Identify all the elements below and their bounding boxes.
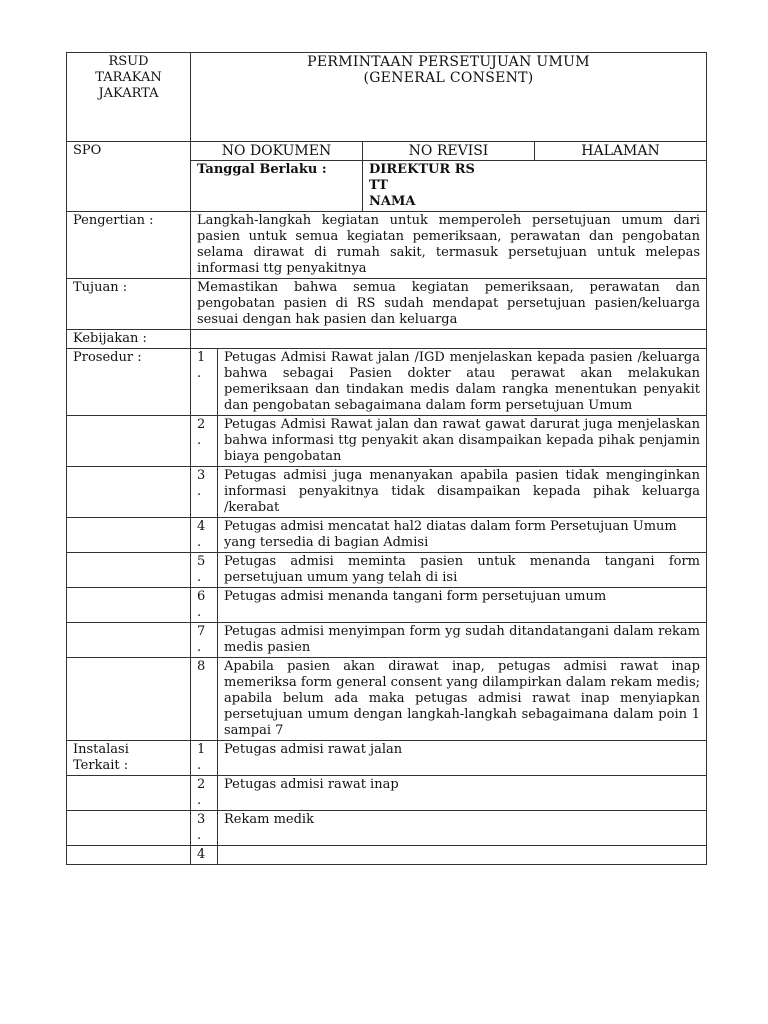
- step-text: Petugas admisi mencatat hal2 diatas dalam form Persetujuan Umum yang tersedia di bagian Admisi: [218, 518, 707, 553]
- org-line-2: TARAKAN: [95, 70, 162, 85]
- no-revisi-label: NO REVISI: [363, 142, 535, 161]
- title-line-2: (GENERAL CONSENT): [363, 70, 534, 86]
- spo-table: [66, 52, 707, 865]
- prosedur-row: [67, 553, 707, 588]
- step-number: 1 .: [191, 349, 218, 416]
- title-line-1: PERMINTAAN PERSETUJUAN UMUM: [307, 54, 590, 70]
- step-number: 5 .: [191, 553, 218, 588]
- step-text: Petugas admisi meminta pasien untuk menanda tangani form persetujuan umum yang telah di isi: [218, 553, 707, 588]
- empty-label-cell: [67, 846, 191, 865]
- empty-label-cell: [67, 658, 191, 741]
- prosedur-row: [67, 623, 707, 658]
- empty-label-cell: [67, 776, 191, 811]
- item-text: Rekam medik: [218, 811, 707, 846]
- empty-label-cell: [67, 623, 191, 658]
- step-number: 6 .: [191, 588, 218, 623]
- pengertian-text: Langkah-langkah kegiatan untuk memperoleh persetujuan umum dari pasien untuk semua kegiatan pemeriksaan, perawatan dan pengobatan selama dirawat di rumah sakit, termasuk persetujuan untuk melepas informasi ttg penyakitnya: [191, 212, 707, 279]
- empty-label-cell: [67, 588, 191, 623]
- org-line-3: JAKARTA: [98, 86, 159, 101]
- step-text: Petugas admisi menanda tangani form persetujuan umum: [218, 588, 707, 623]
- item-number: 2 .: [191, 776, 218, 811]
- instalasi-label-line-1: Instalasi: [73, 742, 129, 757]
- kebijakan-text: [191, 330, 707, 349]
- pengertian-label: Pengertian :: [67, 212, 191, 279]
- instalasi-label: [67, 741, 191, 776]
- step-text: Petugas Admisi Rawat jalan dan rawat gawat darurat juga menjelaskan bahwa informasi ttg penyakit akan disampaikan kepada pihak penjamin biaya pengobatan: [218, 416, 707, 467]
- item-number: 4: [191, 846, 218, 865]
- pengertian-row: [67, 212, 707, 279]
- item-text: [218, 846, 707, 865]
- prosedur-row: [67, 416, 707, 467]
- tujuan-text: Memastikan bahwa semua kegiatan pemeriksaan, perawatan dan pengobatan pasien di RS sudah mendapat persetujuan pasien/keluarga sesuai dengan hak pasien dan keluarga: [191, 279, 707, 330]
- org-line-1: RSUD: [108, 54, 149, 69]
- org-cell: [67, 53, 191, 142]
- instalasi-row: [67, 741, 707, 776]
- tt-label: TT: [369, 178, 388, 193]
- halaman-label: HALAMAN: [535, 142, 707, 161]
- empty-label-cell: [67, 811, 191, 846]
- step-text: Apabila pasien akan dirawat inap, petugas admisi rawat inap memeriksa form general consent yang dilampirkan dalam rekam medis; apabila belum ada maka petugas admisi rawat inap menyiapkan persetujuan umum dengan langkah-langkah sebagaimana dalam poin 1 sampai 7: [218, 658, 707, 741]
- item-number: 1 .: [191, 741, 218, 776]
- instalasi-label-line-2: Terkait :: [73, 758, 129, 773]
- kebijakan-row: [67, 330, 707, 349]
- item-number: 3 .: [191, 811, 218, 846]
- tujuan-row: [67, 279, 707, 330]
- empty-label-cell: [67, 553, 191, 588]
- tujuan-label: Tujuan :: [67, 279, 191, 330]
- no-dokumen-label: NO DOKUMEN: [191, 142, 363, 161]
- instalasi-row: [67, 811, 707, 846]
- prosedur-row: [67, 349, 707, 416]
- kebijakan-label: Kebijakan :: [67, 330, 191, 349]
- spo-label: SPO: [67, 142, 191, 212]
- step-number: 7 .: [191, 623, 218, 658]
- empty-label-cell: [67, 416, 191, 467]
- nama-label: NAMA: [369, 194, 416, 209]
- step-number: 8: [191, 658, 218, 741]
- step-text: Petugas admisi menyimpan form yg sudah ditandatangani dalam rekam medis pasien: [218, 623, 707, 658]
- instalasi-row: [67, 776, 707, 811]
- direktur-cell: [363, 161, 707, 212]
- step-text: Petugas admisi juga menanyakan apabila pasien tidak menginginkan informasi penyakitnya tidak disampaikan kepada pihak keluarga /kerabat: [218, 467, 707, 518]
- direktur-label: DIREKTUR RS: [369, 162, 475, 177]
- prosedur-row: [67, 518, 707, 553]
- step-number: 4 .: [191, 518, 218, 553]
- step-number: 2 .: [191, 416, 218, 467]
- title-cell: [191, 53, 707, 142]
- prosedur-row: [67, 588, 707, 623]
- step-text: Petugas Admisi Rawat jalan /IGD menjelaskan kepada pasien /keluarga bahwa sebagai Pasien dokter atau perawat akan melakukan pemeriksaan dan tindakan medis dalam rangka menentukan penyakit dan pengobatan sebagaimana dalam form persetujuan Umum: [218, 349, 707, 416]
- empty-label-cell: [67, 467, 191, 518]
- item-text: Petugas admisi rawat inap: [218, 776, 707, 811]
- instalasi-row: [67, 846, 707, 865]
- prosedur-row: [67, 658, 707, 741]
- prosedur-label: Prosedur :: [67, 349, 191, 416]
- tanggal-berlaku-label: Tanggal Berlaku :: [191, 161, 363, 212]
- spo-row: [67, 142, 707, 161]
- empty-label-cell: [67, 518, 191, 553]
- step-number: 3 .: [191, 467, 218, 518]
- prosedur-row: [67, 467, 707, 518]
- item-text: Petugas admisi rawat jalan: [218, 741, 707, 776]
- header-row: [67, 53, 707, 142]
